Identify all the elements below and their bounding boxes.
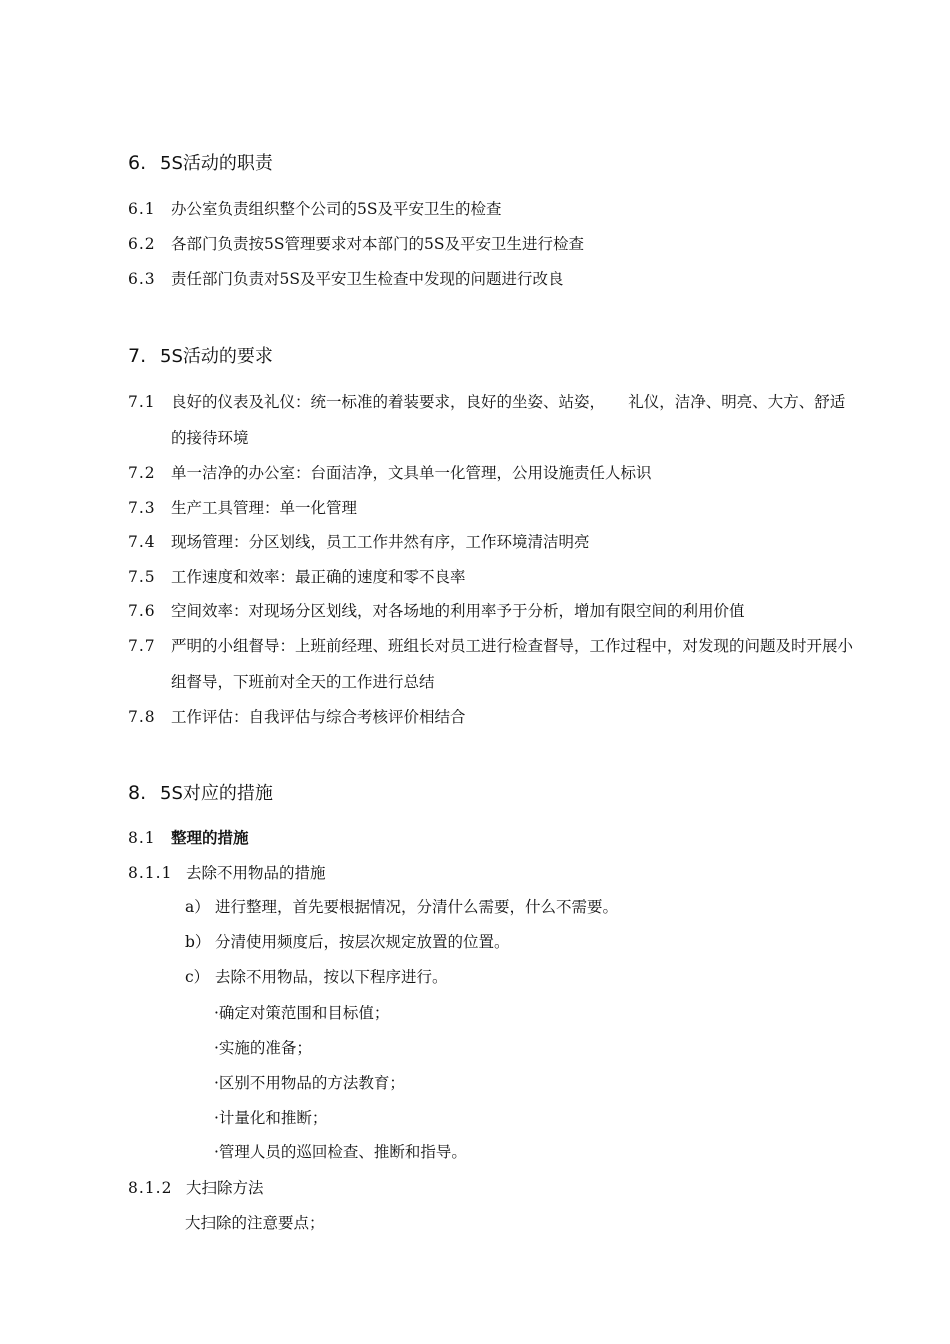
item-text: 大扫除方法 (186, 1179, 264, 1197)
bullet-item: ·实施的准备； (214, 1039, 312, 1057)
item-text: 去除不用物品的措施 (186, 864, 326, 882)
sub-item-c (185, 967, 448, 987)
sub-item-marker: c） (185, 968, 210, 986)
sub-item-a (185, 897, 618, 917)
item-7-4 (128, 532, 590, 552)
item-text: 工作评估：自我评估与综合考核评价相结合 (171, 708, 466, 726)
bullet-item: ·确定对策范围和目标值； (214, 1004, 390, 1022)
item-7-1-continuation: 的接待环境 (171, 429, 249, 447)
item-number: 6.2 (128, 235, 156, 253)
item-7-1 (128, 392, 845, 412)
section-6-heading (128, 149, 273, 175)
item-7-8 (128, 707, 466, 727)
item-8-1 (128, 828, 249, 848)
item-6-3 (128, 269, 563, 289)
item-6-1 (128, 199, 501, 219)
item-number: 6.1 (128, 200, 156, 218)
item-6-2 (128, 234, 584, 254)
item-7-5 (128, 567, 466, 587)
item-7-7 (128, 636, 853, 656)
item-text: 工作速度和效率：最正确的速度和零不良率 (171, 568, 466, 586)
bullet-item: ·区别不用物品的方法教育； (214, 1074, 405, 1092)
sub-item-text: 分清使用频度后，按层次规定放置的位置。 (215, 933, 510, 951)
section-title: 5S对应的措施 (160, 783, 273, 804)
sub-item-b (185, 932, 510, 952)
section-title: 5S活动的要求 (160, 346, 273, 367)
item-number: 7.4 (128, 533, 156, 551)
item-8-1-1 (128, 863, 326, 883)
section-number: 7. (128, 345, 147, 367)
sub-item-text: 进行整理，首先要根据情况，分清什么需要，什么不需要。 (215, 898, 619, 916)
item-number: 7.8 (128, 708, 156, 726)
section-number: 6. (128, 152, 147, 174)
item-number: 8.1.1 (128, 864, 173, 882)
item-7-3 (128, 498, 357, 518)
section-8-heading (128, 779, 273, 805)
section-number: 8. (128, 782, 147, 804)
sub-item-marker: a） (185, 898, 210, 916)
item-8-1-2-note: 大扫除的注意要点； (185, 1214, 325, 1232)
item-text: 良好的仪表及礼仪：统一标准的着装要求，良好的坐姿、站姿， 礼仪，洁净、明亮、大方、舒适 (171, 393, 846, 411)
item-text: 办公室负责组织整个公司的5S及平安卫生的检查 (171, 200, 502, 218)
item-number: 7.5 (128, 568, 156, 586)
item-7-2 (128, 463, 652, 483)
bullet-item: ·管理人员的巡回检查、推断和指导。 (214, 1143, 467, 1161)
item-7-7-continuation: 组督导，下班前对全天的工作进行总结 (171, 673, 435, 691)
item-text: 生产工具管理：单一化管理 (171, 499, 358, 517)
item-text: 整理的措施 (171, 829, 249, 847)
item-number: 8.1 (128, 829, 156, 847)
item-number: 7.3 (128, 499, 156, 517)
item-number: 6.3 (128, 270, 156, 288)
sub-item-marker: b） (185, 933, 211, 951)
item-text: 空间效率：对现场分区划线，对各场地的利用率予于分析，增加有限空间的利用价值 (171, 602, 745, 620)
bullet-item: ·计量化和推断； (214, 1109, 328, 1127)
section-7-heading (128, 342, 273, 368)
item-8-1-2 (128, 1178, 264, 1198)
sub-item-text: 去除不用物品，按以下程序进行。 (215, 968, 448, 986)
item-7-6 (128, 601, 745, 621)
item-text: 单一洁净的办公室：台面洁净，文具单一化管理，公用设施责任人标识 (171, 464, 652, 482)
item-text: 各部门负责按5S管理要求对本部门的5S及平安卫生进行检查 (171, 235, 584, 253)
item-number: 7.6 (128, 602, 156, 620)
item-number: 8.1.2 (128, 1179, 173, 1197)
item-text: 严明的小组督导：上班前经理、班组长对员工进行检查督导，工作过程中，对发现的问题及时开展小 (171, 637, 854, 655)
item-number: 7.7 (128, 637, 156, 655)
item-number: 7.2 (128, 464, 156, 482)
item-number: 7.1 (128, 393, 156, 411)
section-title: 5S活动的职责 (160, 153, 273, 174)
item-text: 现场管理：分区划线，员工工作井然有序，工作环境清洁明亮 (171, 533, 590, 551)
item-text: 责任部门负责对5S及平安卫生检查中发现的问题进行改良 (171, 270, 564, 288)
